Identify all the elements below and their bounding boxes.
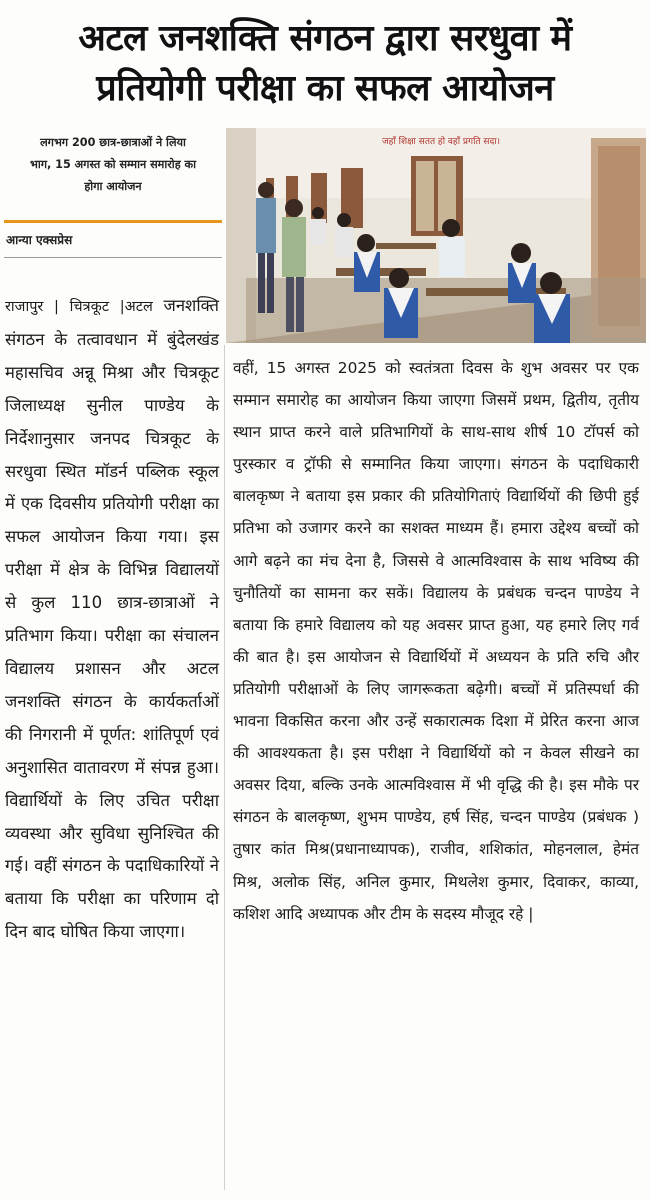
source-credit: आन्या एक्सप्रेस [6,233,73,247]
dateline: राजापुर | चित्रकूट |अटल [5,299,164,315]
news-photo [226,128,646,343]
article-right-text: वहीं, 15 अगस्त 2025 को स्वतंत्रता दिवस के शुभ अवसर पर एक सम्मान समारोह का आयोजन किया जाएगा जिसमें प्रथम, द्वितीय, तृतीय स्थान प्राप्त करने वाले प्रतिभागियों के साथ-साथ शीर्ष 10 टॉपर्स को पुरस्कार व ट्रॉफी से सम्मानित किया जाएगा। संगठन के पदाधिकारी बालकृष्ण ने बताया इस प्रकार की प्रतियोगिताएं विद्यार्थियों की छिपी हुई प्रतिभा को उजागर करने का सशक्त माध्यम हैं। हमारा उद्देश्य बच्चों को आगे बढ़ने का मंच देना है, जिससे वे आत्मविश्वास के साथ भविष्य की चुनौतियों का सामना कर सकें। विद्यालय के प्रबंधक चन्दन पाण्डेय ने बताया कि हमारे विद्यालय को यह अवसर प्राप्त हुआ, यह हमारे लिए गर्व की बात है। इस आयोजन से विद्यार्थियों में अध्ययन के प्रति रुचि और प्रतियोगी परीक्षाओं के लिए जागरूकता बढ़ेगी। बच्चों में प्रतिस्पर्धा की भावना विकसित करना और उन्हें सकारात्मक दिशा में प्रेरित करना आज की आवश्यकता है। इस परीक्षा ने विद्यार्थियों को न केवल सीखने का अवसर दिया, बल्कि उनके आत्मविश्वास में भी वृद्धि की है। इस मौके पर संगठन के बालकृष्ण, शुभम पाण्डेय, हर्ष सिंह, चन्दन पाण्डेय (प्रबंधक ) तुषार कांत मिश्र(प्रधानाध्यापक), राजीव, शशिकांत, मोहनलाल, हेमंत मिश्र, अलोक सिंह, अनिल कुमार, मिथलेश कुमार, दिवाकर, काव्या, कशिश आदि अध्यापक और टीम के सदस्य मौजूद रहे | [233,359,639,923]
headline-line-2: प्रतियोगी परीक्षा का सफल आयोजन [96,68,554,109]
headline [0,14,650,114]
summary-line-3: होगा आयोजन [84,180,142,193]
column-divider [224,345,225,1190]
article-right-column [233,352,639,930]
grey-divider [4,257,222,258]
wall-slogan-text: जहाँ शिक्षा सतत हो वहाँ प्रगति सदा। [381,137,501,147]
article-left-text: जनशक्ति संगठन के तत्वावधान में बुंदेलखंड महासचिव अन्नू मिश्रा और चित्रकूट जिलाध्यक्ष सुनील पाण्डेय के निर्देशानुसार जनपद चित्रकूट के सरधुवा स्थित मॉडर्न पब्लिक स्कूल में एक दिवसीय प्रतियोगी परीक्षा का सफल आयोजन किया गया। इस परीक्षा में क्षेत्र के विभिन्न विद्यालयों से कुल 110 छात्र-छात्राओं ने प्रतिभाग किया। परीक्षा का संचालन विद्यालय प्रशासन और अटल जनशक्ति संगठन के कार्यकर्ताओं की निगरानी में पूर्णत: शांतिपूर्ण एवं अनुशासित वातावरण में संपन्न हुआ। विद्यार्थियों के लिए उचित परीक्षा व्यवस्था और सुविधा सुनिश्चित की गई। वहीं संगठन के पदाधिकारियों ने बताया कि परीक्षा का परिणाम दो दिन बाद घोषित किया जाएगा। [5,296,219,942]
headline-line-1: अटल जनशक्ति संगठन द्वारा सरधुवा में [78,18,572,59]
summary-box [4,128,222,258]
summary-line-1: लगभग 200 छात्र-छात्राओं ने लिया [40,136,186,149]
summary-line-2: भाग, 15 अगस्त को सम्मान समारोह का [29,158,197,171]
article-left-column [5,290,219,949]
summary-text [4,128,222,216]
exam-hall-photo [226,128,646,343]
